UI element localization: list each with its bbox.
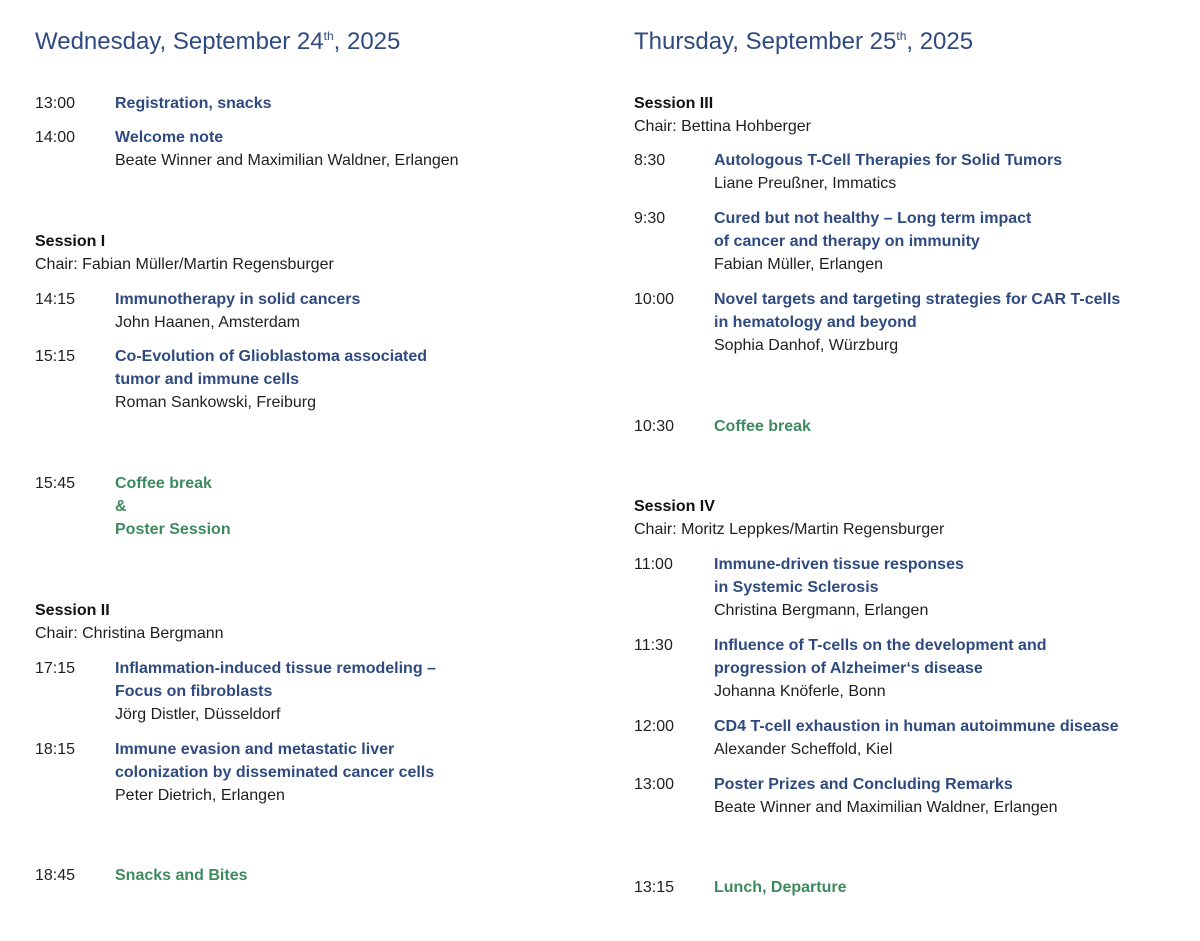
session-chair: Chair: Moritz Leppkes/Martin Regensburger <box>634 521 945 539</box>
item-speaker: Jörg Distler, Düsseldorf <box>115 706 281 724</box>
day-heading <box>35 28 400 56</box>
item-speaker: Beate Winner and Maximilian Waldner, Erlangen <box>714 799 1058 817</box>
item-title: Inflammation-induced tissue remodeling – <box>115 660 436 677</box>
item-speaker: Liane Preußner, Immatics <box>714 175 897 193</box>
item-title: colonization by disseminated cancer cells <box>115 764 435 782</box>
item-time: 15:45 <box>35 475 76 492</box>
day-heading-ordinal: th <box>323 29 334 43</box>
session-chair: Chair: Fabian Müller/Martin Regensburger <box>35 256 334 274</box>
item-body <box>714 876 1194 899</box>
break-item <box>35 864 595 887</box>
session-title: Session IV <box>634 498 715 515</box>
item-title: Autologous T-Cell Therapies for Solid Tumors <box>714 152 1063 169</box>
item-speaker: Christina Bergmann, Erlangen <box>714 602 929 620</box>
item-title: tumor and immune cells <box>115 371 300 389</box>
item-speaker: Alexander Scheffold, Kiel <box>714 741 893 759</box>
item-speaker: Fabian Müller, Erlangen <box>714 256 883 274</box>
program-item <box>35 126 595 172</box>
session-chair: Chair: Christina Bergmann <box>35 625 224 643</box>
day-heading <box>634 28 973 56</box>
item-time: 13:00 <box>35 95 76 112</box>
item-time: 11:00 <box>634 556 673 573</box>
program-item <box>35 92 595 115</box>
item-title: Focus on fibroblasts <box>115 683 273 701</box>
item-time: 9:30 <box>634 210 666 227</box>
program-item <box>35 288 595 334</box>
item-time: 13:15 <box>634 879 675 896</box>
item-body <box>115 864 595 887</box>
session-title: Session II <box>35 602 110 619</box>
item-title: & <box>115 498 127 516</box>
item-time: 14:15 <box>35 291 76 308</box>
item-time: 11:30 <box>634 637 673 654</box>
day-heading-ordinal: th <box>896 29 907 43</box>
item-time: 14:00 <box>35 129 76 146</box>
break-item <box>35 472 595 542</box>
item-title: Coffee break <box>115 475 212 492</box>
item-time: 10:30 <box>634 418 675 435</box>
item-speaker: John Haanen, Amsterdam <box>115 314 300 332</box>
item-body <box>115 92 595 115</box>
item-title: Immune-driven tissue responses <box>714 556 964 573</box>
item-body <box>115 472 595 542</box>
item-title: Co-Evolution of Glioblastoma associated <box>115 348 428 365</box>
program-item <box>634 773 1194 819</box>
program-item <box>634 288 1194 358</box>
item-body <box>115 126 595 172</box>
item-time: 18:45 <box>35 867 76 884</box>
program-item <box>634 634 1194 704</box>
item-speaker: Roman Sankowski, Freiburg <box>115 394 316 412</box>
item-speaker: Beate Winner and Maximilian Waldner, Erlangen <box>115 152 459 170</box>
break-item <box>634 876 1194 899</box>
item-title: Coffee break <box>714 418 811 435</box>
item-body <box>714 207 1194 277</box>
item-time: 13:00 <box>634 776 675 793</box>
program-item <box>634 553 1194 623</box>
item-body <box>115 288 595 334</box>
item-body <box>115 657 595 727</box>
item-title: Immune evasion and metastatic liver <box>115 741 395 758</box>
item-title: CD4 T-cell exhaustion in human autoimmune disease <box>714 718 1119 735</box>
item-title: Influence of T-cells on the development and <box>714 637 1047 654</box>
item-body <box>714 553 1194 623</box>
item-title: Cured but not healthy – Long term impact <box>714 210 1032 227</box>
item-body <box>714 288 1194 358</box>
item-title: Poster Session <box>115 521 231 539</box>
session-title: Session I <box>35 233 106 250</box>
item-title: Poster Prizes and Concluding Remarks <box>714 776 1013 793</box>
item-speaker: Johanna Knöferle, Bonn <box>714 683 886 701</box>
item-body <box>714 715 1194 761</box>
session-chair: Chair: Bettina Hohberger <box>634 118 811 136</box>
item-title: of cancer and therapy on immunity <box>714 233 980 251</box>
program-item <box>634 149 1194 195</box>
program-item <box>35 657 595 727</box>
item-body <box>714 773 1194 819</box>
day-heading-year: , 2025 <box>906 28 974 55</box>
item-title: Registration, snacks <box>115 95 272 112</box>
item-title: in hematology and beyond <box>714 314 917 332</box>
session-header <box>634 92 1194 138</box>
session-header <box>35 230 595 276</box>
item-title: progression of Alzheimer‘s disease <box>714 660 983 678</box>
item-title: Snacks and Bites <box>115 867 248 884</box>
program-item <box>35 345 595 415</box>
item-time: 15:15 <box>35 348 76 365</box>
item-body <box>714 415 1194 438</box>
item-time: 17:15 <box>35 660 76 677</box>
day-heading-date: Wednesday, September 24 <box>35 28 324 55</box>
day-heading-year: , 2025 <box>333 28 401 55</box>
item-body <box>115 738 595 808</box>
program-item <box>35 738 595 808</box>
session-header <box>634 495 1194 541</box>
item-title: Welcome note <box>115 129 224 146</box>
item-body <box>115 345 595 415</box>
item-body <box>714 149 1194 195</box>
item-time: 10:00 <box>634 291 675 308</box>
break-item <box>634 415 1194 438</box>
item-time: 12:00 <box>634 718 675 735</box>
item-title: Immunotherapy in solid cancers <box>115 291 361 308</box>
item-title: in Systemic Sclerosis <box>714 579 879 597</box>
program-item <box>634 207 1194 277</box>
item-speaker: Sophia Danhof, Würzburg <box>714 337 899 355</box>
day-heading-date: Thursday, September 25 <box>634 28 897 55</box>
program-item <box>634 715 1194 761</box>
item-title: Novel targets and targeting strategies for CAR T-cells <box>714 291 1121 308</box>
item-speaker: Peter Dietrich, Erlangen <box>115 787 285 805</box>
session-header <box>35 599 595 645</box>
item-time: 8:30 <box>634 152 666 169</box>
item-title: Lunch, Departure <box>714 879 847 896</box>
session-title: Session III <box>634 95 714 112</box>
item-body <box>714 634 1194 704</box>
item-time: 18:15 <box>35 741 76 758</box>
